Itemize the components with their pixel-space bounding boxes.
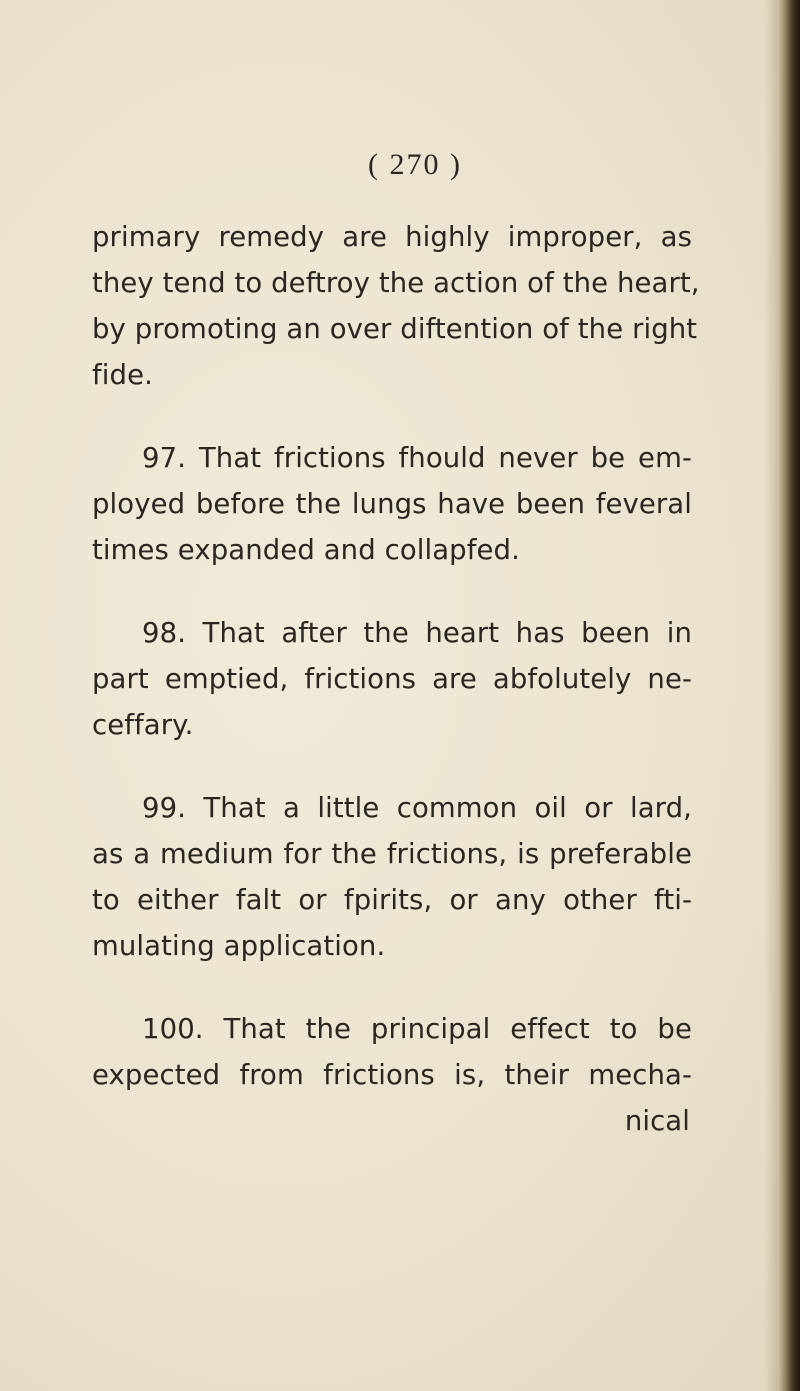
text-line: times expanded and collapfed. — [92, 534, 520, 566]
page-number: ( 270 ) — [368, 148, 462, 181]
text-line: ceffary. — [92, 709, 194, 741]
text-line: by promoting an over diftention of the right — [92, 313, 698, 345]
page-body — [92, 214, 700, 1144]
text-line: 98. That after the heart has been in — [142, 617, 692, 649]
text-line: ployed before the lungs have been feveral — [92, 488, 692, 520]
text-line: 99. That a little common oil or lard, — [142, 792, 692, 824]
paragraph — [92, 1006, 692, 1144]
text-line: part emptied, frictions are abfolutely ne- — [92, 663, 692, 695]
text-line: expected from frictions is, their mecha- — [92, 1059, 692, 1091]
text-line: as a medium for the frictions, is preferable — [92, 838, 692, 870]
text-line: 100. That the principal effect to be — [142, 1013, 692, 1045]
paragraph — [92, 785, 692, 969]
text-line: 97. That frictions fhould never be em- — [142, 442, 692, 474]
paragraph — [92, 610, 692, 748]
catchword: nical — [624, 1105, 690, 1137]
text-line: mulating application. — [92, 930, 386, 962]
paragraph — [92, 214, 700, 398]
text-line: to either falt or fpirits, or any other fti- — [92, 884, 692, 916]
text-line: primary remedy are highly improper, as — [92, 221, 692, 253]
page-binding-edge — [778, 0, 800, 1391]
paragraph — [92, 435, 692, 573]
text-line: fide. — [92, 359, 153, 391]
text-line: they tend to deftroy the action of the heart, — [92, 267, 700, 299]
